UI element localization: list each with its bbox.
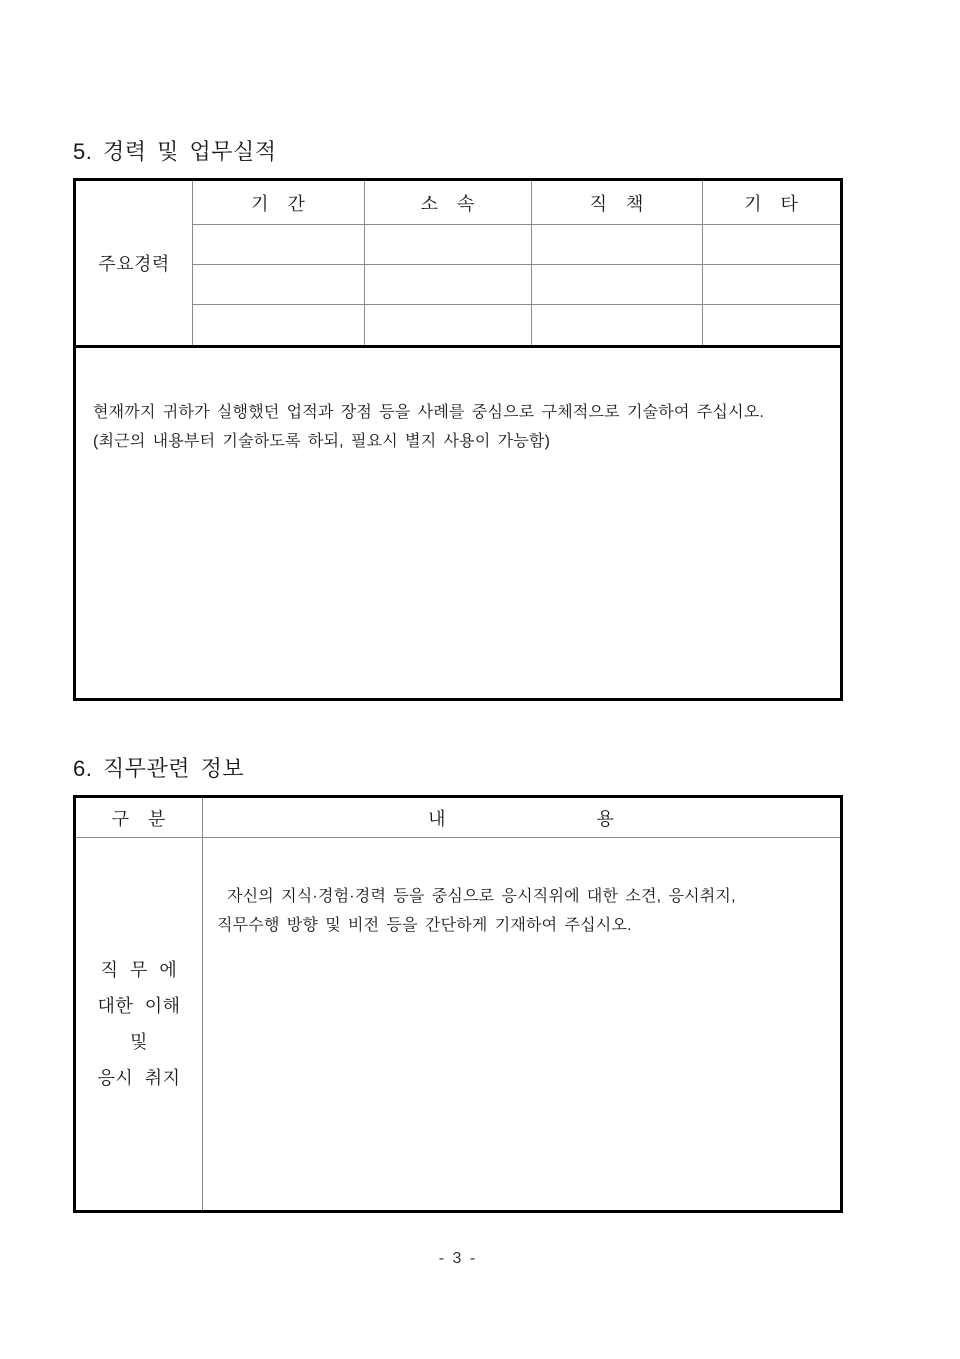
info-header-category: 구 분: [76, 798, 203, 838]
career-cell-empty: [193, 305, 365, 345]
section5-title: 5. 경력 및 업무실적: [73, 139, 277, 164]
career-cell-empty: [532, 265, 703, 305]
career-cell-empty: [703, 225, 840, 265]
info-row-label-line4: 응시 취지: [97, 1068, 181, 1088]
career-instruction-line2: (최근의 내용부터 기술하도록 하되, 필요시 별지 사용이 가능함): [93, 433, 551, 450]
career-col-header-etc: 기 타: [703, 181, 840, 225]
career-cell-empty: [365, 265, 532, 305]
info-row-label: [76, 838, 203, 1210]
career-row-label: 주요경력: [76, 181, 193, 345]
career-cell-empty: [703, 305, 840, 345]
section6-title: 6. 직무관련 정보: [73, 756, 245, 781]
career-achievements-area: [76, 345, 840, 698]
career-col-header-affiliation: 소 속: [365, 181, 532, 225]
career-table: [73, 178, 843, 701]
career-col-header-position: 직 책: [532, 181, 703, 225]
info-header-content-left: 내: [428, 808, 447, 829]
career-cell-empty: [703, 265, 840, 305]
career-cell-empty: [193, 225, 365, 265]
career-cell-empty: [532, 305, 703, 345]
info-row-label-line1: 직 무 에: [100, 960, 178, 980]
career-table-grid: [76, 181, 840, 345]
job-info-grid: [76, 798, 840, 1210]
info-row-label-line2: 대한 이해: [97, 996, 181, 1016]
info-body-content: [203, 838, 840, 1210]
info-header-content: [203, 798, 840, 838]
career-instruction-line1: 현재까지 귀하가 실행했던 업적과 장점 등을 사례를 중심으로 구체적으로 기술하여 주십시오.: [93, 404, 765, 421]
info-header-content-right: 용: [596, 808, 615, 829]
career-cell-empty: [365, 225, 532, 265]
info-row-label-line3: 및: [130, 1032, 148, 1052]
page-number: - 3 -: [438, 1250, 478, 1267]
career-cell-empty: [532, 225, 703, 265]
info-instruction-line2: 직무수행 방향 및 비전 등을 간단하게 기재하여 주십시오.: [217, 917, 632, 934]
job-info-table: [73, 795, 843, 1213]
career-col-header-period: 기 간: [193, 181, 365, 225]
career-cell-empty: [193, 265, 365, 305]
career-cell-empty: [365, 305, 532, 345]
info-instruction-line1: 자신의 지식·경험·경력 등을 중심으로 응시직위에 대한 소견, 응시취지,: [227, 888, 736, 905]
